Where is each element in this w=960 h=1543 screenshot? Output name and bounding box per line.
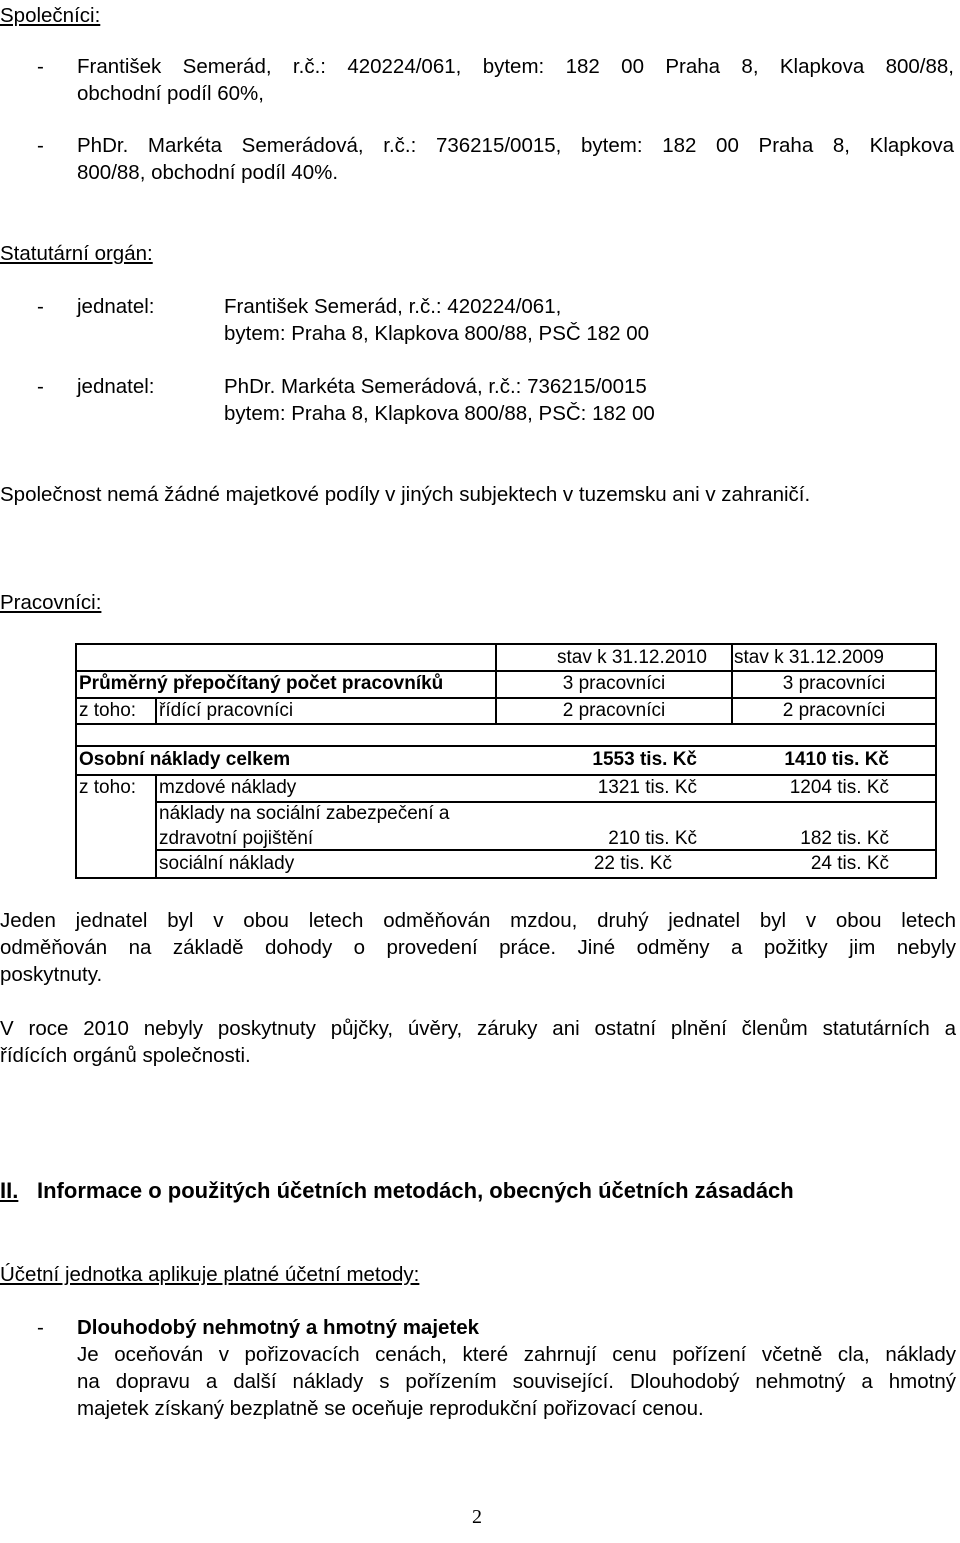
insurance-label-line1: náklady na sociální zabezpečení a [159, 803, 450, 824]
fixed-assets-line3: majetek získaný bezplatně se oceňuje reprodukční pořizovací cenou. [77, 1397, 704, 1420]
statutory-heading: Statutární orgán: [0, 242, 153, 265]
col-2009-header: stav k 31.12.2009 [734, 647, 884, 668]
managers-2010: 2 pracovníci [562, 700, 666, 721]
statutory-2-role: jednatel: [77, 375, 155, 398]
managers-2009: 2 pracovníci [782, 700, 886, 721]
loans-line1: V roce 2010 nebyly poskytnuty půjčky, úvěry, záruky ani ostatní plnění členům statutárních a [0, 1017, 956, 1040]
insurance-label-line2: zdravotní pojištění [159, 828, 314, 849]
wages-2010: 1321 tis. Kč [597, 777, 697, 798]
table-rule [77, 745, 935, 747]
fixed-assets-title: Dlouhodobý nehmotný a hmotný majetek [77, 1316, 480, 1339]
statutory-2-line1: PhDr. Markéta Semerádová, r.č.: 736215/0015 [224, 375, 647, 398]
social-costs-2009: 24 tis. Kč [810, 853, 889, 874]
social-costs-2010: 22 tis. Kč [593, 853, 672, 874]
fixed-assets-dash: - [37, 1316, 44, 1339]
statutory-1-dash: - [37, 295, 44, 318]
partner-2-line2: 800/88, obchodní podíl 40%. [77, 161, 339, 184]
fixed-assets-line2: na dopravu a další náklady s pořízením související. Dlouhodobý nehmotný a hmotný [77, 1370, 956, 1393]
of-which-label: z toho: [79, 700, 137, 721]
partner-2-line1: PhDr. Markéta Semerádová, r.č.: 736215/0015, bytem: 182 00 Praha 8, Klapkova [77, 134, 954, 157]
remuneration-line1: Jeden jednatel byl v obou letech odměňován mzdou, druhý jednatel byl v obou letech [0, 909, 956, 932]
personnel-costs-2010: 1553 tis. Kč [592, 749, 697, 770]
statutory-2-line2: bytem: Praha 8, Klapkova 800/88, PSČ: 182 00 [224, 402, 655, 425]
statutory-1-role: jednatel: [77, 295, 155, 318]
personnel-costs-2009: 1410 tis. Kč [784, 749, 889, 770]
section-number: II. [0, 1178, 19, 1203]
table-rule [155, 774, 157, 877]
employees-table [75, 643, 937, 879]
insurance-2009: 182 tis. Kč [800, 828, 889, 849]
partner-1-line2: obchodní podíl 60%, [77, 82, 264, 105]
employees-heading: Pracovníci: [0, 591, 102, 614]
col-2010-header: stav k 31.12.2010 [557, 647, 707, 668]
wages-label: mzdové náklady [159, 777, 297, 798]
section-title: Informace o použitých účetních metodách, obecných účetních zásadách [37, 1178, 794, 1203]
statutory-2-dash: - [37, 375, 44, 398]
avg-employees-label: Průměrný přepočítaný počet pracovníků [79, 673, 444, 694]
statutory-1-line2: bytem: Praha 8, Klapkova 800/88, PSČ 182 00 [224, 322, 650, 345]
social-costs-label: sociální náklady [159, 853, 295, 874]
page-number: 2 [472, 1506, 482, 1528]
avg-employees-2010: 3 pracovníci [562, 673, 666, 694]
partners-heading: Společníci: [0, 4, 101, 27]
managers-label: řídící pracovníci [159, 700, 294, 721]
insurance-2010: 210 tis. Kč [608, 828, 697, 849]
remuneration-line2: odměňován na základě dohody o provedení práce. Jiné odměny a požitky jim nebyly [0, 936, 956, 959]
loans-line2: řídících orgánů společnosti. [0, 1044, 251, 1067]
table-rule [155, 697, 157, 723]
wages-2009: 1204 tis. Kč [789, 777, 889, 798]
methods-intro: Účetní jednotka aplikuje platné účetní metody: [0, 1263, 420, 1286]
ownership-note: Společnost nemá žádné majetkové podíly v jiných subjektech v tuzemsku ani v zahraničí. [0, 483, 811, 506]
partner-1-line1: František Semerád, r.č.: 420224/061, bytem: 182 00 Praha 8, Klapkova 800/88, [77, 55, 954, 78]
personnel-costs-label: Osobní náklady celkem [79, 749, 291, 770]
statutory-1-line1: František Semerád, r.č.: 420224/061, [224, 295, 562, 318]
remuneration-line3: poskytnuty. [0, 963, 103, 986]
table-rule [77, 723, 935, 725]
partner-1-dash: - [37, 55, 44, 78]
of-which-label-2: z toho: [79, 777, 137, 798]
fixed-assets-line1: Je oceňován v pořizovacích cenách, které zahrnují cenu pořízení včetně cla, náklady [77, 1343, 956, 1366]
avg-employees-2009: 3 pracovníci [782, 673, 886, 694]
partner-2-dash: - [37, 134, 44, 157]
